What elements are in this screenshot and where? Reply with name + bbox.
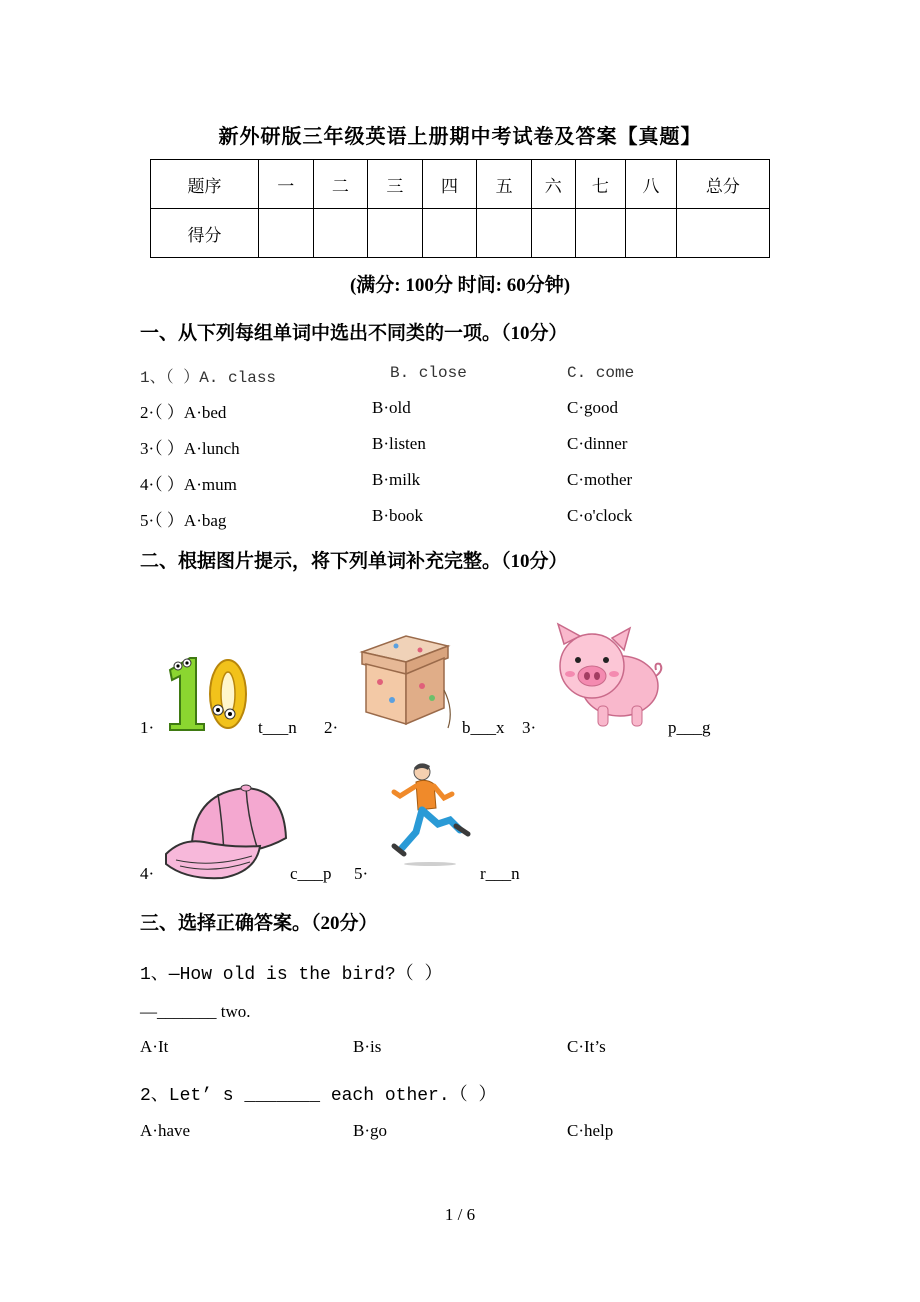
question-1-4-a: 4·（ ）A·mum	[140, 475, 237, 494]
running-boy-icon	[386, 760, 476, 868]
question-1-3-b: B·listen	[372, 434, 426, 453]
table-cell: 五	[477, 160, 532, 209]
picture-item-5-word: r___n	[480, 864, 520, 883]
section-1-heading: 一、从下列每组单词中选出不同类的一项。（10分）	[140, 323, 568, 344]
page-title: 新外研版三年级英语上册期中考试卷及答案【真题】	[218, 126, 702, 148]
question-3-1-option-c: C·It’s	[567, 1037, 606, 1056]
question-3-1: 1、—How old is the bird?（ ）	[140, 965, 443, 985]
picture-item-1-word: t___n	[258, 718, 297, 737]
table-cell: 一	[258, 160, 313, 209]
question-1-1-b: B. close	[390, 364, 467, 382]
score-table-score-row	[151, 209, 770, 258]
page-number: 1 / 6	[444, 1205, 476, 1224]
table-cell: 得分	[151, 209, 259, 258]
question-1-1-c: C. come	[567, 364, 635, 382]
picture-item-3-word: p___g	[668, 718, 711, 737]
question-3-1-option-a: A·It	[140, 1037, 169, 1056]
score-input-cell[interactable]	[368, 209, 423, 258]
section-3-heading: 三、选择正确答案。（20分）	[140, 913, 378, 934]
score-input-cell[interactable]	[531, 209, 575, 258]
number-ten-icon	[160, 652, 252, 734]
question-3-2-option-b: B·go	[353, 1121, 387, 1140]
question-1-3-a: 3·（ ）A·lunch	[140, 439, 240, 458]
picture-item-2-word: b___x	[462, 718, 505, 737]
score-table	[150, 159, 770, 258]
question-1-5-a: 5·（ ）A·bag	[140, 511, 227, 530]
picture-item-4-word: c___p	[290, 864, 332, 883]
picture-item-1-number: 1·	[140, 718, 155, 737]
table-cell: 二	[313, 160, 368, 209]
question-1-5-c: C·o'clock	[567, 506, 633, 525]
question-1-4-b: B·milk	[372, 470, 421, 489]
question-3-2-option-c: C·help	[567, 1121, 614, 1140]
question-1-2-a: 2·（ ）A·bed	[140, 403, 227, 422]
box-icon	[356, 630, 460, 730]
table-cell: 三	[368, 160, 423, 209]
table-cell: 六	[531, 160, 575, 209]
score-input-cell[interactable]	[313, 209, 368, 258]
picture-item-2-number: 2·	[324, 718, 339, 737]
score-input-cell[interactable]	[626, 209, 677, 258]
question-1-2-c: C·good	[567, 398, 618, 417]
score-table-header-row	[151, 160, 770, 209]
question-1-5-b: B·book	[372, 506, 423, 525]
question-3-1-answer-line: —_______ two.	[140, 1002, 251, 1021]
table-cell: 四	[422, 160, 477, 209]
score-input-cell[interactable]	[477, 209, 532, 258]
question-3-2-option-a: A·have	[140, 1121, 191, 1140]
exam-info: (满分: 100分 时间: 60分钟)	[349, 275, 571, 296]
score-input-cell[interactable]	[676, 209, 769, 258]
picture-item-5-number: 5·	[354, 864, 369, 883]
picture-item-4-number: 4·	[140, 864, 155, 883]
question-3-1-option-b: B·is	[353, 1037, 382, 1056]
score-input-cell[interactable]	[575, 209, 626, 258]
question-1-3-c: C·dinner	[567, 434, 628, 453]
table-cell: 八	[626, 160, 677, 209]
table-cell: 七	[575, 160, 626, 209]
picture-item-3-number: 3·	[522, 718, 537, 737]
pig-icon	[548, 620, 664, 732]
table-cell: 总分	[676, 160, 769, 209]
question-1-2-b: B·old	[372, 398, 411, 417]
score-input-cell[interactable]	[258, 209, 313, 258]
cap-icon	[162, 780, 290, 884]
section-2-heading: 二、根据图片提示，将下列单词补充完整。（10分）	[140, 551, 568, 572]
question-1-1-a: 1、（ ）A. class	[140, 369, 277, 387]
score-input-cell[interactable]	[422, 209, 477, 258]
table-cell: 题序	[151, 160, 259, 209]
question-3-2: 2、Let’ s _______ each other.（ ）	[140, 1086, 497, 1106]
question-1-4-c: C·mother	[567, 470, 633, 489]
